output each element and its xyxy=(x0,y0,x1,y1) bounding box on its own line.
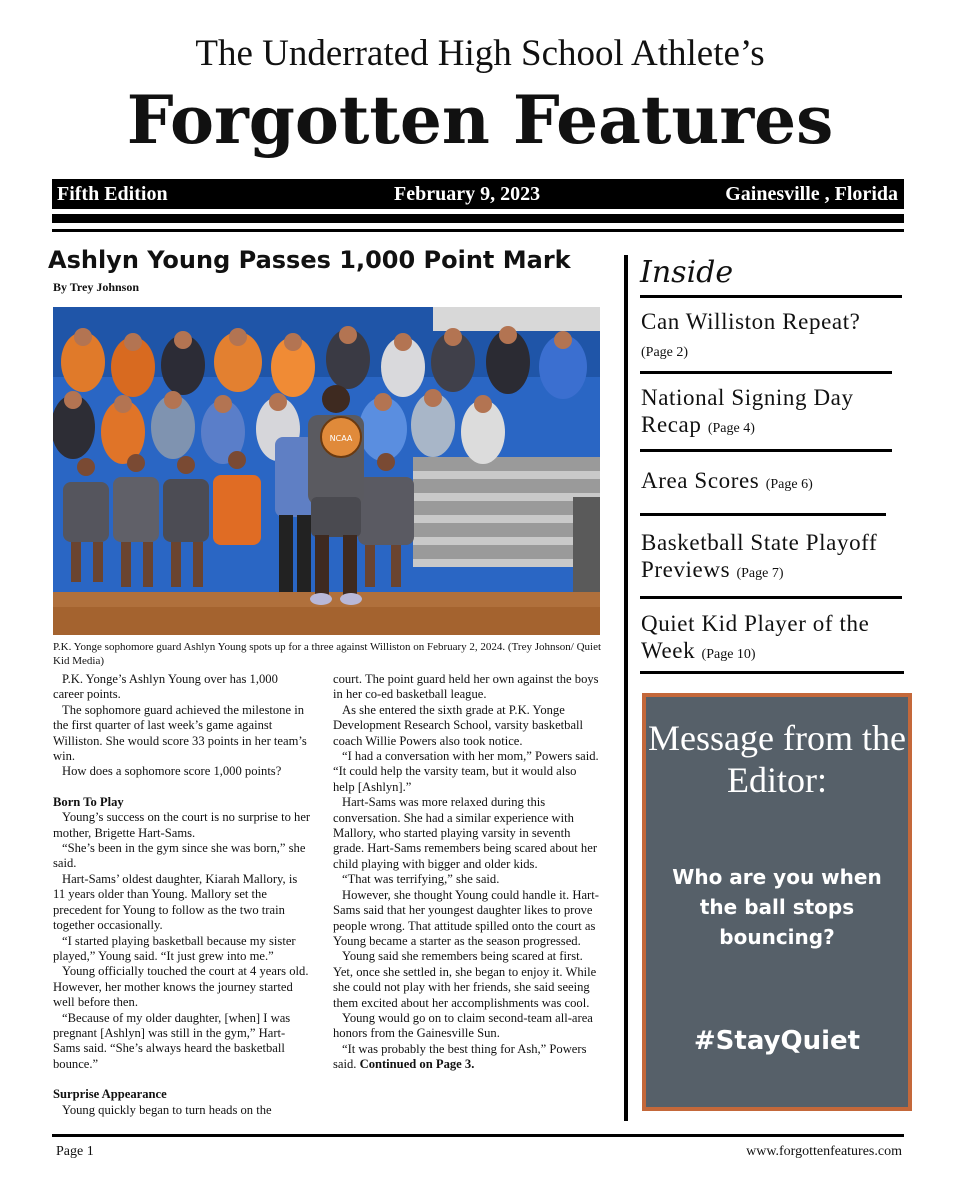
inside-item-title: National Signing Day Recap xyxy=(641,385,854,437)
paragraph: How does a sophomore score 1,000 points? xyxy=(62,764,282,779)
inside-rule xyxy=(640,513,886,516)
inside-rule xyxy=(640,449,892,452)
footer-rule xyxy=(52,1134,904,1137)
paragraph: The sophomore guard achieved the milestone in the first quarter of last week’s game against Williston. She would score 33 points in her team’s win. xyxy=(53,702,307,764)
inside-item-title: Can Williston Repeat? xyxy=(641,309,861,334)
basketball-logo: NCAA xyxy=(329,434,353,443)
paragraph: However, she thought Young could handle it. Hart-Sams said that her youngest daughter likes to prove people wrong. That attitude spilled onto the court as Young became a starter as the season progressed. xyxy=(333,887,599,948)
inside-item-title: Area Scores xyxy=(641,468,760,493)
paragraph: As she entered the sixth grade at P.K. Yonge Development Research School, varsity basketball coach Willie Powers also took notice. xyxy=(333,702,584,748)
photo-caption: P.K. Yonge sophomore guard Ashlyn Young spots up for a three against Williston on February 2, 2024. (Trey Johnson/ Quiet Kid Media) xyxy=(53,641,602,667)
paragraph: “Because of my older daughter, [when] I was pregnant [Ashlyn] was still in the gym,” Hart-Sams said. “She’s always heard the basketball bounce.” xyxy=(53,1010,291,1071)
paragraph: “I had a conversation with her mom,” Powers said. “It could help the varsity team, but it would also help [Ashlyn].” xyxy=(333,749,599,794)
paragraph: Hart-Sams’ oldest daughter, Kiarah Mallory, is 11 years older than Young. Mallory set the precedent for Young to follow as the two train together occasionally. xyxy=(53,871,298,933)
inside-item-williston[interactable] xyxy=(641,308,891,366)
paragraph: P.K. Yonge’s Ashlyn Young over has 1,000 career points. xyxy=(53,672,278,702)
article-column-2 xyxy=(333,672,601,1073)
inside-item-page: (Page 4) xyxy=(707,421,755,436)
paragraph: court. The point guard held her own against the boys in her co-ed basketball league. xyxy=(333,672,599,702)
editor-question: Who are you when the ball stops bouncing? xyxy=(672,865,882,949)
inside-rule xyxy=(640,671,904,674)
issue-location: Gainesville , Florida xyxy=(725,183,898,205)
article-headline: Ashlyn Young Passes 1,000 Point Mark xyxy=(48,246,571,274)
editor-title: Message from the Editor: xyxy=(648,718,906,800)
issue-date: February 9, 2023 xyxy=(394,183,541,205)
inside-item-area-scores[interactable] xyxy=(641,467,891,498)
masthead-rule-thick xyxy=(52,214,904,223)
website-link[interactable]: www.forgottenfeatures.com xyxy=(746,1144,902,1159)
inside-item-page: (Page 10) xyxy=(701,647,756,662)
paragraph: Young would go on to claim second-team all-area honors from the Gainesville Sun. xyxy=(333,1010,593,1041)
paragraph-last xyxy=(333,1042,601,1073)
inside-item-page: (Page 7) xyxy=(736,566,784,581)
editor-hashtag: #StayQuiet xyxy=(693,1026,861,1056)
paragraph: Young said she remembers being scared at first. Yet, once she settled in, she began to enjoy it. While she could not play with her friends, she said seeing them excited about her accomplishments was cool. xyxy=(333,949,597,1010)
masthead-tagline: The Underrated High School Athlete’s xyxy=(195,33,765,74)
inside-item-page: (Page 2) xyxy=(641,345,689,360)
subhead-born-to-play: Born To Play xyxy=(53,794,124,809)
inside-item-page: (Page 6) xyxy=(765,477,813,492)
continued-link[interactable]: Continued on Page 3. xyxy=(359,1057,475,1072)
masthead-rule-thin xyxy=(52,229,904,232)
page-number: Page 1 xyxy=(56,1144,94,1159)
inside-item-title: Quiet Kid Player of the Week xyxy=(641,611,870,663)
edition-label: Fifth Edition xyxy=(57,183,168,205)
inside-rule xyxy=(640,295,902,298)
inside-rule xyxy=(640,596,902,599)
paragraph: “That was terrifying,” she said. xyxy=(342,872,500,887)
inside-item-title: Basketball State Playoff Previews xyxy=(641,530,878,582)
paragraph: “She’s been in the gym since she was born,” she said. xyxy=(53,841,306,871)
paragraph: Hart-Sams was more relaxed during this conversation. She had a similar experience with Mallory, who started playing varsity in seventh grade. Hart-Sams remembers being scared about her child playing with bigger and older kids. xyxy=(333,795,598,871)
subhead-surprise-appearance: Surprise Appearance xyxy=(53,1087,167,1102)
masthead-title: Forgotten Features xyxy=(126,81,834,159)
paragraph: Young quickly began to turn heads on the xyxy=(62,1102,272,1117)
paragraph: Young’s success on the court is no surprise to her mother, Brigette Hart-Sams. xyxy=(53,810,311,840)
article-column-1 xyxy=(53,672,311,1118)
inside-item-playoff-previews[interactable] xyxy=(641,529,896,587)
editor-message-box xyxy=(642,693,912,1111)
edition-bar xyxy=(52,179,904,209)
photo-illustration xyxy=(53,307,600,635)
paragraph: “I started playing basketball because my sister played,” Young said. “It just grew into me.” xyxy=(53,933,296,963)
column-divider xyxy=(624,255,628,1121)
inside-title: Inside xyxy=(640,255,734,290)
inside-rule xyxy=(640,371,892,374)
paragraph-text: “It was probably the best thing for Ash,” Powers said. xyxy=(333,1041,587,1072)
paragraph: Young officially touched the court at 4 years old. However, her mother knows the journey started well before then. xyxy=(53,964,309,1010)
basketball-game-photo xyxy=(53,307,600,635)
inside-item-signing-day[interactable] xyxy=(641,384,891,442)
inside-item-player-of-week[interactable] xyxy=(641,610,896,668)
article-byline: By Trey Johnson xyxy=(53,280,140,294)
